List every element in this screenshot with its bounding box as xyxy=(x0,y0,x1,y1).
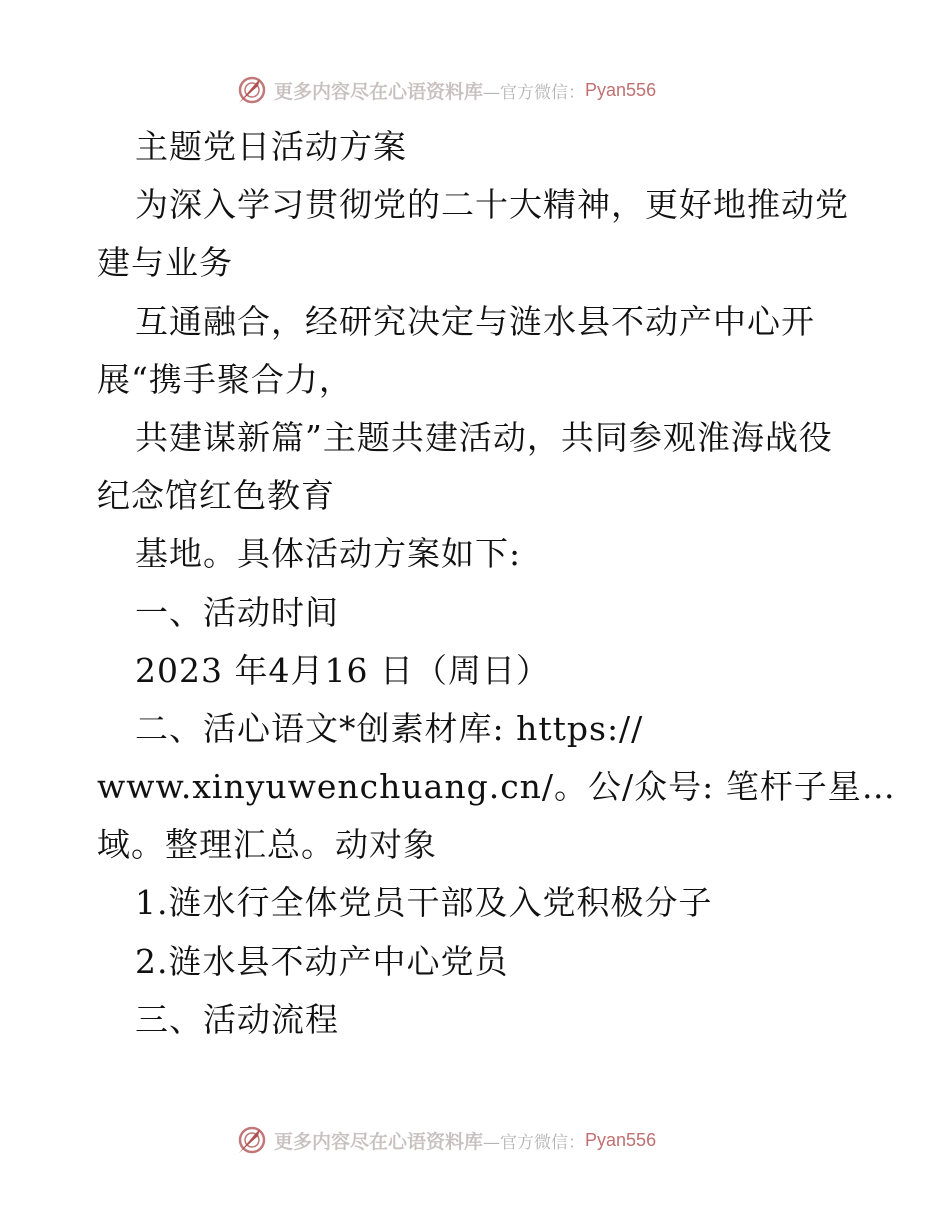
watermark-header xyxy=(236,72,656,108)
section-heading: 一、活动时间 xyxy=(135,592,339,632)
section-heading: 二、活心语文*创素材库: https:// xyxy=(135,708,644,748)
document-title: 主题党日活动方案 xyxy=(135,127,407,166)
list-item: 2.涟水县不动产中心党员 xyxy=(135,941,509,981)
paragraph-line: 2023 年4月16 日（周日） xyxy=(135,650,550,690)
watermark-site-text: 更多内容尽在心语资料库 xyxy=(274,80,484,103)
paragraph-line: 互通融合，经研究决定与涟水县不动产中心开 xyxy=(135,301,815,341)
paragraph-line: 共建谋新篇”主题共建活动，共同参观淮海战役 xyxy=(135,417,833,457)
paragraph-line: 纪念馆红色教育 xyxy=(97,476,335,516)
watermark-footer xyxy=(236,1122,656,1158)
document-body xyxy=(97,118,896,1049)
paragraph-line: 域。整理汇总。动对象 xyxy=(97,825,437,865)
paragraph-line: 为深入学习贯彻党的二十大精神，更好地推动党 xyxy=(135,185,849,225)
paragraph-line: www.xinyuwenchuang.cn/。公/众号: 笔杆子星… xyxy=(97,767,896,807)
quill-logo-icon xyxy=(236,74,268,106)
section-heading: 三、活动流程 xyxy=(135,999,339,1039)
watermark-wechat-id: Pyan556 xyxy=(585,79,657,100)
watermark-middle-text: —官方微信： xyxy=(483,1132,586,1153)
quill-logo-icon xyxy=(236,1124,268,1156)
paragraph-line: 展“携手聚合力， xyxy=(97,359,353,399)
paragraph-line: 建与业务 xyxy=(97,243,233,283)
list-item: 1.涟水行全体党员干部及入党积极分子 xyxy=(135,883,713,923)
paragraph-line: 基地。具体活动方案如下: xyxy=(135,534,522,574)
watermark-wechat-id: Pyan556 xyxy=(585,1129,657,1150)
watermark-site-text: 更多内容尽在心语资料库 xyxy=(274,1130,484,1153)
watermark-middle-text: —官方微信： xyxy=(483,82,586,103)
